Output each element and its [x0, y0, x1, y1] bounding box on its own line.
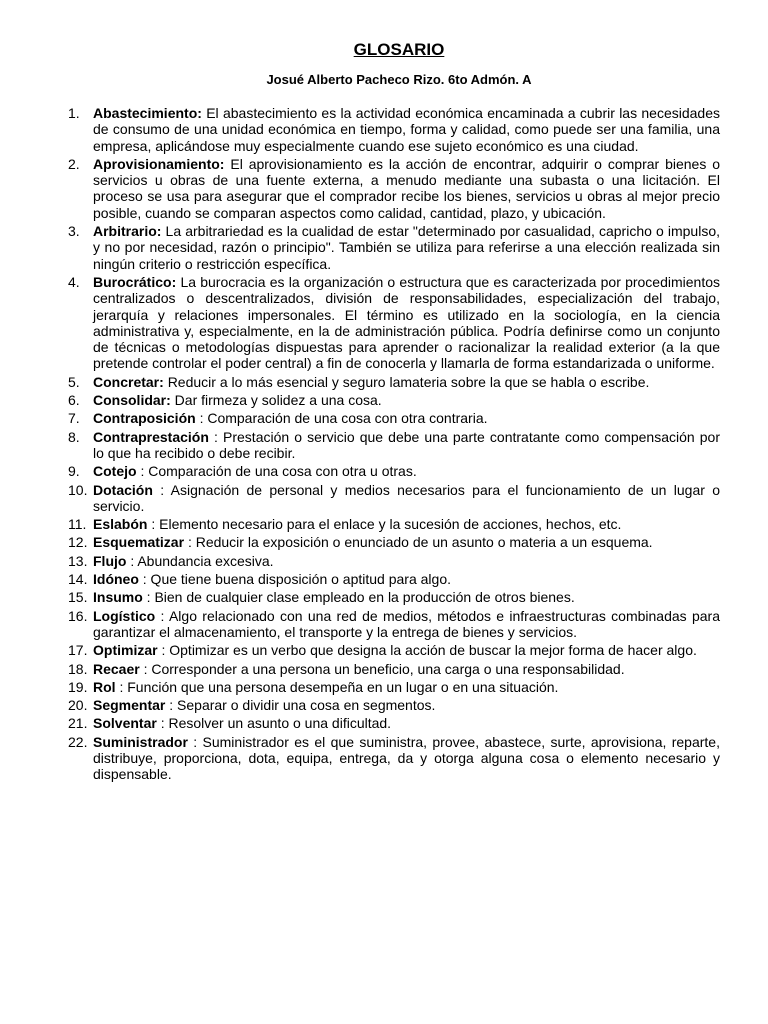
entry-definition: : Bien de cualquier clase empleado en la producción de otros bienes. — [146, 589, 575, 606]
entry-number: 22. — [68, 733, 88, 750]
glossary-entry — [68, 534, 720, 550]
entry-term: Flujo — [93, 552, 127, 569]
entry-term: Cotejo — [93, 463, 137, 480]
entry-term: Contraposición — [93, 410, 196, 427]
entry-term: Insumo — [93, 589, 143, 606]
entry-definition: : Prestación o servicio que debe una parte contratante como compensación por lo que ha recibido o debe recibir. — [93, 428, 721, 461]
glossary-entry — [68, 374, 720, 390]
entry-definition: : Suministrador es el que suministra, provee, abastece, surte, aprovisiona, reparte, distribuye, proporciona, dota, equipa, entrega, da y otorga alguna cosa o elemento necesario y dispensable. — [93, 733, 720, 783]
entry-number: 20. — [68, 697, 88, 714]
entry-definition: : Optimizar es un verbo que designa la acción de buscar la mejor forma de hacer algo. — [161, 642, 697, 659]
glossary-entry — [68, 274, 720, 372]
entry-definition: : Comparación de una cosa con otra contraria. — [199, 410, 488, 427]
glossary-entry — [68, 642, 720, 658]
entry-term: Arbitrario: — [93, 223, 162, 240]
entry-term: Abastecimiento: — [93, 105, 202, 121]
entry-term: Idóneo — [93, 571, 139, 588]
entry-number: 9. — [68, 463, 80, 480]
entry-term: Dotación — [93, 481, 153, 498]
document-author: Josué Alberto Pacheco Rizo. 6to Admón. A — [266, 72, 532, 87]
entry-definition: La arbitrariedad es la cualidad de estar "determinado por casualidad, capricho o impulso, y no por necesidad, razón o principio". También se utiliza para referirse a una elección realizada sin ningún criterio o restricción específica. — [93, 223, 720, 272]
entry-number: 14. — [68, 571, 88, 588]
glossary-entry — [68, 553, 720, 569]
entry-definition: : Abundancia excesiva. — [130, 552, 274, 569]
entry-definition: : Asignación de personal y medios necesarios para el funcionamiento de un lugar o servicio. — [93, 481, 721, 514]
entry-number: 12. — [68, 534, 88, 551]
entry-definition: : Comparación de una cosa con otra u otras. — [140, 463, 417, 480]
document-title: GLOSARIO — [353, 40, 445, 59]
entry-number: 15. — [68, 589, 88, 606]
entry-number: 11. — [68, 516, 87, 533]
entry-number: 7. — [68, 410, 80, 427]
entry-definition: : Función que una persona desempeña en un lugar o en una situación. — [119, 678, 559, 695]
entry-number: 3. — [68, 223, 80, 240]
glossary-entry — [68, 608, 720, 641]
glossary-entry — [68, 429, 720, 462]
glossary-entry — [68, 463, 720, 479]
entry-term: Esquematizar — [93, 534, 185, 551]
entry-definition: : Que tiene buena disposición o aptitud para algo. — [142, 571, 451, 588]
glossary-entry — [68, 679, 720, 695]
entry-term: Optimizar — [93, 642, 158, 659]
entry-term: Contraprestación — [93, 428, 209, 445]
glossary-entry — [68, 156, 720, 221]
entry-term: Burocrático: — [93, 273, 177, 290]
glossary-list — [68, 105, 720, 783]
entry-definition: : Reducir la exposición o enunciado de un asunto o materia a un esquema. — [187, 534, 653, 551]
entry-term: Rol — [93, 678, 116, 695]
entry-number: 2. — [68, 155, 80, 172]
entry-term: Eslabón — [93, 516, 148, 533]
entry-term: Recaer — [93, 660, 140, 677]
glossary-entry — [68, 697, 720, 713]
entry-number: 19. — [68, 678, 88, 695]
glossary-entry — [68, 482, 720, 515]
entry-definition: : Elemento necesario para el enlace y la sucesión de acciones, hechos, etc. — [151, 516, 622, 533]
entry-number: 6. — [68, 392, 80, 409]
entry-number: 21. — [68, 715, 88, 732]
glossary-entry — [68, 589, 720, 605]
entry-number: 8. — [68, 428, 80, 445]
glossary-entry — [68, 392, 720, 408]
glossary-entry — [68, 223, 720, 272]
entry-definition: : Resolver un asunto o una dificultad. — [160, 715, 392, 732]
entry-term: Aprovisionamiento: — [93, 155, 225, 172]
entry-definition: La burocracia es la organización o estructura que es caracterizada por procedimientos centralizados o descentralizados, división de responsabilidades, especialización del trabajo, jerarquía y relaciones impersonales. El término es utilizado en la sociología, en la ciencia administrativa y, especialmente, en la de administración pública. Podría definirse como un conjunto de técnicas o metodologías dispuestas para aprender o racionalizar la realidad exterior (a la que pretende controlar el poder central) a fin de conocerla y llamarla de forma estandarizada o uniforme. — [93, 273, 721, 372]
entry-number: 17. — [68, 642, 88, 659]
glossary-entry — [68, 661, 720, 677]
entry-number: 1. — [68, 105, 80, 121]
entry-term: Solventar — [93, 715, 157, 732]
entry-number: 4. — [68, 273, 80, 290]
entry-number: 18. — [68, 660, 88, 677]
entry-definition: Reducir a lo más esencial y seguro lamateria sobre la que se habla o escribe. — [167, 373, 650, 390]
entry-number: 13. — [68, 552, 88, 569]
entry-number: 10. — [68, 481, 88, 498]
entry-definition: : Corresponder a una persona un beneficio, una carga o una responsabilidad. — [143, 660, 625, 677]
glossary-entry — [68, 571, 720, 587]
glossary-entry — [68, 734, 720, 783]
entry-definition: El abastecimiento es la actividad económica encaminada a cubrir las necesidades de consumo de una unidad económica en tiempo, forma y calidad, como puede ser una familia, una empresa, aplicándose muy especialmente cuando ese sujeto económico es una ciudad. — [93, 105, 720, 154]
entry-term: Concretar: — [93, 373, 164, 390]
entry-number: 5. — [68, 373, 80, 390]
entry-term: Segmentar — [93, 697, 166, 714]
glossary-entry — [68, 410, 720, 426]
entry-term: Consolidar: — [93, 392, 171, 409]
entry-definition: : Separar o dividir una cosa en segmentos. — [169, 697, 436, 714]
glossary-entry — [68, 105, 720, 154]
entry-term: Suministrador — [93, 733, 188, 750]
glossary-entry — [68, 715, 720, 731]
entry-definition: El aprovisionamiento es la acción de encontrar, adquirir o comprar bienes o servicios u obras de una fuente externa, a menudo mediante una subasta o una licitación. El proceso se usa para asegurar que el comprador recibe los bienes, servicios u obras al mejor precio posible, cuando se comparan aspectos como calidad, cantidad, plazo, y ubicación. — [93, 155, 721, 221]
entry-number: 16. — [68, 607, 88, 624]
entry-term: Logístico — [93, 607, 156, 624]
entry-definition: Dar firmeza y solidez a una cosa. — [174, 392, 382, 409]
entry-definition: : Algo relacionado con una red de medios, métodos e infraestructuras combinadas para garantizar el almacenamiento, el transporte y la entrega de bienes y servicios. — [93, 607, 720, 640]
glossary-entry — [68, 516, 720, 532]
